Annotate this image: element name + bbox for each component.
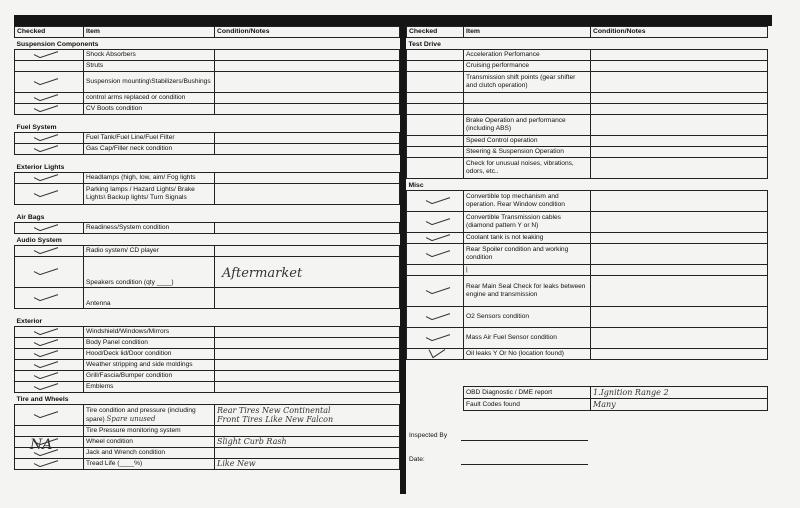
checked-header: Checked xyxy=(15,27,84,38)
item-header: Item xyxy=(84,27,215,38)
section-title-exterior-lights: Exterior Lights xyxy=(16,164,65,172)
check-mark-icon xyxy=(33,383,59,391)
table-row xyxy=(15,338,400,349)
table-row xyxy=(15,382,400,393)
table-row xyxy=(15,288,400,309)
notes-cell[interactable] xyxy=(591,212,768,233)
table-row xyxy=(15,405,400,426)
check-mark-icon xyxy=(33,339,59,347)
checkbox-cell[interactable] xyxy=(15,459,84,470)
check-mark-icon xyxy=(33,190,59,198)
item-cell: Parking lamps / Hazard Lights/ Brake Lights\ Backup lights/ Turn Signals xyxy=(84,184,215,205)
item-cell: Jack and Wrench condition xyxy=(84,448,215,459)
notes-cell[interactable] xyxy=(591,104,768,115)
table-row xyxy=(407,349,768,360)
check-mark-icon xyxy=(33,328,59,336)
checkbox-cell[interactable] xyxy=(15,246,84,257)
notes-cell[interactable] xyxy=(215,437,400,448)
left-checklist-table xyxy=(14,26,400,470)
notes-header: Condition/Notes xyxy=(591,27,768,38)
notes-cell[interactable] xyxy=(215,426,400,437)
notes-cell[interactable] xyxy=(591,276,768,307)
check-mark-icon xyxy=(33,247,59,255)
notes-cell[interactable] xyxy=(215,349,400,360)
obd-value-cell[interactable] xyxy=(591,387,768,399)
section-title-tires: Tire and Wheels xyxy=(16,396,69,404)
notes-cell[interactable] xyxy=(591,265,768,276)
item-cell: Rear Spoiler condition and working condition xyxy=(464,244,591,265)
table-row xyxy=(15,184,400,205)
table-row xyxy=(407,158,768,179)
notes-cell[interactable] xyxy=(215,144,400,155)
checkbox-cell[interactable] xyxy=(15,144,84,155)
table-row xyxy=(407,233,768,244)
table-row xyxy=(15,437,400,448)
checkbox-cell[interactable] xyxy=(407,307,464,328)
inspected-by-label: Inspected By xyxy=(409,432,448,439)
table-row xyxy=(15,173,400,184)
item-cell: Fuel Tank/Fuel Line/Fuel Filter xyxy=(84,133,215,144)
item-cell: Rear Main Seal Check for leaks between engine and transmission xyxy=(464,276,591,307)
table-row xyxy=(15,223,400,234)
item-cell: Speed Control operation xyxy=(464,136,591,147)
check-mark-icon xyxy=(425,234,451,242)
check-mark-icon xyxy=(33,294,59,302)
table-row xyxy=(15,327,400,338)
notes-cell[interactable] xyxy=(215,133,400,144)
notes-cell[interactable] xyxy=(215,223,400,234)
item-cell: Readiness/System condition xyxy=(84,223,215,234)
checkbox-cell[interactable] xyxy=(407,233,464,244)
item-cell: Tread Life (____%) xyxy=(84,459,215,470)
notes-header: Condition/Notes xyxy=(215,27,400,38)
item-cell: Weather stripping and side moldings xyxy=(84,360,215,371)
item-cell: Cruising performance xyxy=(464,61,591,72)
wheel-handwritten-note: Slight Curb Rash xyxy=(217,437,287,447)
item-cell: Headlamps (high, low, aim/ Fog lights xyxy=(84,173,215,184)
check-mark-icon xyxy=(33,174,59,182)
checkbox-cell[interactable] xyxy=(407,104,464,115)
item-cell: Grill/Fascia/Bumper condition xyxy=(84,371,215,382)
inspected-by-line[interactable] xyxy=(461,440,588,441)
fault-codes-label: Fault Codes found xyxy=(464,399,591,411)
table-row xyxy=(15,50,400,61)
checkbox-cell[interactable] xyxy=(407,115,464,136)
checkbox-cell[interactable] xyxy=(15,426,84,437)
checkbox-cell[interactable] xyxy=(15,223,84,234)
notes-cell[interactable] xyxy=(591,244,768,265)
notes-cell[interactable] xyxy=(215,459,400,470)
top-black-bar xyxy=(14,15,772,26)
table-row xyxy=(407,147,768,158)
notes-cell[interactable] xyxy=(591,115,768,136)
table-row xyxy=(407,50,768,61)
check-mark-icon xyxy=(425,313,451,321)
tread-handwritten-note: Like New xyxy=(217,459,256,469)
notes-cell[interactable] xyxy=(215,72,400,93)
check-mark-icon xyxy=(425,197,451,205)
checkbox-cell[interactable] xyxy=(15,93,84,104)
notes-cell[interactable] xyxy=(591,72,768,93)
section-title-misc: Misc xyxy=(408,182,424,190)
table-row xyxy=(407,93,768,104)
check-mark-icon xyxy=(425,287,451,295)
check-mark-icon xyxy=(425,218,451,226)
notes-cell[interactable] xyxy=(215,184,400,205)
check-mark-icon xyxy=(425,334,451,342)
checkbox-cell[interactable] xyxy=(15,72,84,93)
table-row xyxy=(15,72,400,93)
checkbox-cell[interactable] xyxy=(15,288,84,309)
notes-cell[interactable] xyxy=(215,104,400,115)
item-cell: Brake Operation and performance (including ABS) xyxy=(464,115,591,136)
section-title-fuel: Fuel System xyxy=(16,124,57,132)
table-row xyxy=(407,72,768,93)
checkbox-cell[interactable] xyxy=(15,405,84,426)
checkbox-cell[interactable] xyxy=(15,349,84,360)
item-cell: Mass Air Fuel Sensor condition xyxy=(464,328,591,349)
item-cell: Emblems xyxy=(84,382,215,393)
tire-note-rear: Rear Tires New Continental xyxy=(217,405,331,415)
table-row xyxy=(15,133,400,144)
left-checklist-panel xyxy=(14,26,400,470)
table-row xyxy=(464,387,768,399)
checkbox-cell[interactable] xyxy=(15,50,84,61)
checkbox-cell[interactable] xyxy=(407,328,464,349)
table-row xyxy=(407,265,768,276)
table-row xyxy=(407,212,768,233)
tire-note-front: Front Tires Like New Falcon xyxy=(217,415,334,424)
table-row xyxy=(15,104,400,115)
item-cell: Convertible Transmission cables (diamond pattern Y or N) xyxy=(464,212,591,233)
table-row xyxy=(407,244,768,265)
checkbox-cell[interactable] xyxy=(407,265,464,276)
table-row xyxy=(407,191,768,212)
check-mark-icon xyxy=(33,105,59,113)
item-cell xyxy=(84,405,215,426)
item-cell: Struts xyxy=(84,61,215,72)
item-header: Item xyxy=(464,27,591,38)
fault-value-cell[interactable] xyxy=(591,399,768,411)
check-mark-icon xyxy=(33,361,59,369)
table-row xyxy=(407,307,768,328)
check-mark-icon xyxy=(33,460,59,468)
check-mark-icon xyxy=(33,145,59,153)
notes-cell[interactable] xyxy=(215,382,400,393)
notes-cell[interactable] xyxy=(591,158,768,179)
table-row xyxy=(15,371,400,382)
notes-cell[interactable] xyxy=(591,93,768,104)
notes-cell[interactable] xyxy=(215,448,400,459)
checked-header: Checked xyxy=(407,27,464,38)
table-row xyxy=(407,104,768,115)
checkbox-cell[interactable] xyxy=(15,338,84,349)
notes-cell[interactable] xyxy=(215,93,400,104)
check-mark-icon xyxy=(33,350,59,358)
table-row xyxy=(15,426,400,437)
checkbox-cell[interactable] xyxy=(15,61,84,72)
item-cell: Speakers condition (qty ____) xyxy=(84,257,215,288)
checkbox-cell[interactable] xyxy=(15,133,84,144)
notes-cell[interactable] xyxy=(215,61,400,72)
checkbox-cell[interactable] xyxy=(407,191,464,212)
notes-cell[interactable] xyxy=(591,328,768,349)
tire-item-label: Tire condition and pressure (including spare) xyxy=(86,406,196,423)
right-checklist-panel xyxy=(406,26,768,463)
item-cell: Windshield/Windows/Mirrors xyxy=(84,327,215,338)
checkbox-cell[interactable] xyxy=(15,184,84,205)
item-cell: Wheel condition xyxy=(84,437,215,448)
check-mark-icon xyxy=(33,94,59,102)
check-mark-icon xyxy=(425,350,451,358)
table-row xyxy=(15,257,400,288)
notes-cell[interactable] xyxy=(591,61,768,72)
table-row xyxy=(15,93,400,104)
spare-handwritten-note: Spare unused xyxy=(106,414,156,423)
checkbox-cell[interactable] xyxy=(407,93,464,104)
table-row xyxy=(15,459,400,470)
check-mark-icon xyxy=(33,51,59,59)
table-row xyxy=(15,61,400,72)
na-handwritten-note: NA xyxy=(30,437,53,453)
check-mark-icon xyxy=(33,411,59,419)
section-title-exterior: Exterior xyxy=(16,318,43,326)
notes-cell[interactable] xyxy=(215,360,400,371)
check-mark-icon xyxy=(33,78,59,86)
item-cell: Antenna xyxy=(84,288,215,309)
checkbox-cell[interactable] xyxy=(407,244,464,265)
notes-cell[interactable] xyxy=(215,288,400,309)
aftermarket-handwritten-note: Aftermarket xyxy=(222,266,303,281)
table-row xyxy=(15,360,400,371)
item-cell: Steering & Suspension Operation xyxy=(464,147,591,158)
item-cell: Tire Pressure monitoring system xyxy=(84,426,215,437)
item-cell: control arms replaced or condition xyxy=(84,93,215,104)
notes-cell[interactable] xyxy=(591,307,768,328)
item-cell: O2 Sensors condition xyxy=(464,307,591,328)
item-cell xyxy=(464,104,591,115)
check-mark-icon xyxy=(33,134,59,142)
checkbox-cell[interactable] xyxy=(15,382,84,393)
checkbox-cell[interactable] xyxy=(407,158,464,179)
notes-cell[interactable] xyxy=(591,147,768,158)
notes-cell[interactable] xyxy=(591,136,768,147)
item-cell: Suspension mounting\Stabilizers/Bushings xyxy=(84,72,215,93)
checkbox-cell[interactable] xyxy=(407,276,464,307)
checkbox-cell[interactable] xyxy=(15,360,84,371)
notes-cell[interactable] xyxy=(215,173,400,184)
table-row xyxy=(15,246,400,257)
checkbox-cell[interactable] xyxy=(407,212,464,233)
check-mark-icon xyxy=(33,224,59,232)
notes-cell[interactable] xyxy=(215,50,400,61)
checkbox-cell[interactable] xyxy=(15,327,84,338)
date-line[interactable] xyxy=(461,464,588,465)
checkbox-cell[interactable] xyxy=(15,371,84,382)
item-cell: Convertible top mechanism and operation. Rear Window condition xyxy=(464,191,591,212)
checkbox-cell[interactable] xyxy=(407,349,464,360)
notes-cell[interactable] xyxy=(215,246,400,257)
item-cell: Check for unusual noises, vibrations, odors, etc.. xyxy=(464,158,591,179)
item-cell: Oil leaks Y Or No (location found) xyxy=(464,349,591,360)
table-row xyxy=(407,115,768,136)
notes-cell[interactable] xyxy=(215,405,400,426)
check-mark-icon xyxy=(33,372,59,380)
table-row xyxy=(407,61,768,72)
notes-cell[interactable] xyxy=(591,233,768,244)
table-row xyxy=(407,276,768,307)
item-cell: Acceleration Perfomance xyxy=(464,50,591,61)
item-cell xyxy=(464,93,591,104)
date-label: Date: xyxy=(409,456,425,463)
notes-cell[interactable] xyxy=(215,371,400,382)
diagnostics-table xyxy=(463,386,768,411)
checkbox-cell[interactable] xyxy=(407,50,464,61)
right-checklist-table xyxy=(406,26,768,360)
checkbox-cell[interactable] xyxy=(15,104,84,115)
notes-cell[interactable] xyxy=(591,191,768,212)
item-cell: Transmission shift points (gear shifter and clutch operation) xyxy=(464,72,591,93)
fault-handwritten-value: Many xyxy=(593,399,616,409)
checkbox-cell[interactable] xyxy=(407,136,464,147)
section-title-audio: Audio System xyxy=(16,237,62,245)
table-row xyxy=(407,136,768,147)
item-cell: Hood/Deck lid/Door condition xyxy=(84,349,215,360)
notes-cell[interactable] xyxy=(215,327,400,338)
item-cell: Gas Cap/Filler neck condition xyxy=(84,144,215,155)
item-cell: Body Panel condition xyxy=(84,338,215,349)
item-cell: | xyxy=(464,265,591,276)
check-mark-icon xyxy=(33,268,59,276)
section-title-air-bags: Air Bags xyxy=(16,214,45,222)
table-row xyxy=(15,448,400,459)
section-title-test-drive: Test Drive xyxy=(408,41,441,49)
item-cell: Shock Absorbers xyxy=(84,50,215,61)
table-row xyxy=(15,144,400,155)
table-row xyxy=(407,328,768,349)
item-cell: Radio system/ CD player xyxy=(84,246,215,257)
notes-cell[interactable] xyxy=(215,338,400,349)
item-cell: Coolant tank is not leaking xyxy=(464,233,591,244)
table-row xyxy=(464,399,768,411)
checkbox-cell[interactable] xyxy=(15,173,84,184)
table-row xyxy=(15,349,400,360)
obd-handwritten-value: 1.Ignition Range 2 xyxy=(593,387,669,397)
section-title-suspension: Suspension Components xyxy=(16,41,99,49)
obd-label: OBD Diagnostic / DME report xyxy=(464,387,591,399)
checkbox-cell[interactable] xyxy=(407,61,464,72)
checkbox-cell[interactable] xyxy=(15,257,84,288)
checkbox-cell[interactable] xyxy=(407,147,464,158)
checkbox-cell[interactable] xyxy=(407,72,464,93)
check-mark-icon xyxy=(425,250,451,258)
item-cell: CV Boots condition xyxy=(84,104,215,115)
notes-cell[interactable] xyxy=(591,349,768,360)
notes-cell[interactable] xyxy=(591,50,768,61)
